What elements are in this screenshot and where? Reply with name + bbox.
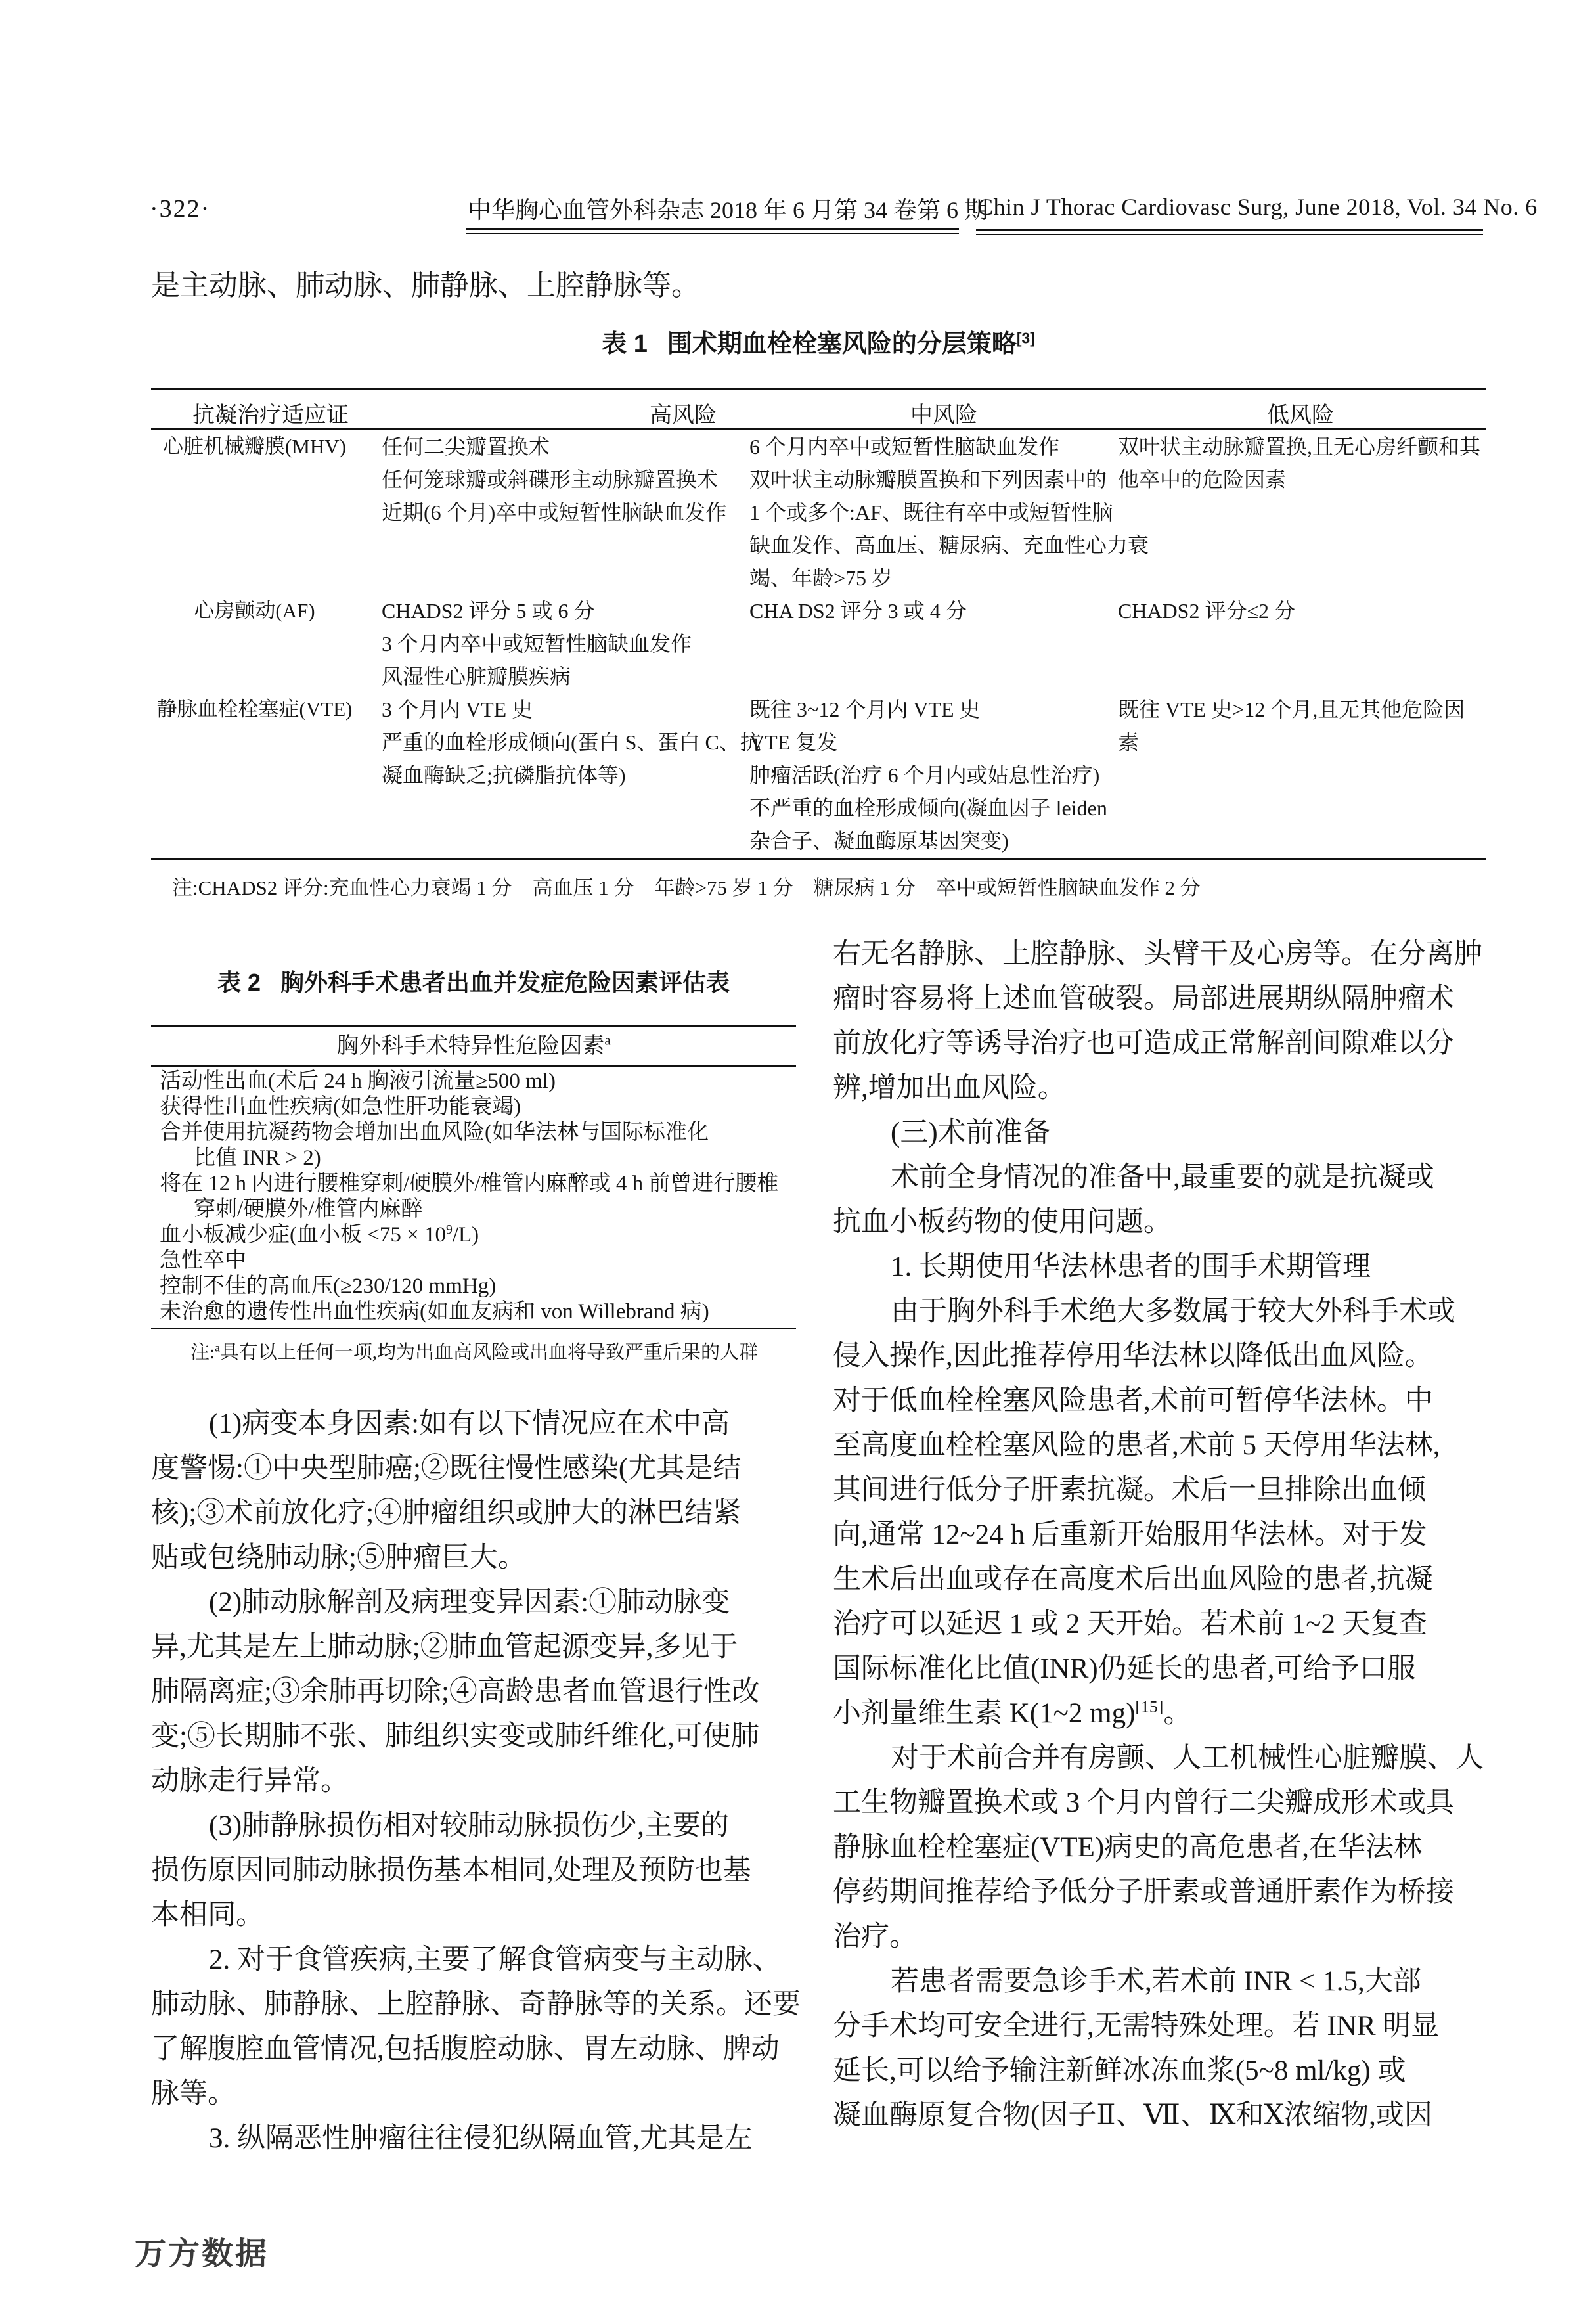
text-line: 瘤时容易将上述血管破裂。局部进展期纵隔肿瘤术: [833, 983, 1454, 1014]
text-line: 将在 12 h 内进行腰椎穿刺/硬膜外/椎管内麻醉或 4 h 前曾进行腰椎: [160, 1172, 779, 1195]
text-line: 对于低血栓栓塞风险患者,术前可暂停华法林。中: [833, 1385, 1433, 1416]
text-line: 度警惕:①中央型肺癌;②既往慢性感染(尤其是结: [151, 1453, 742, 1484]
text-line: CHA DS2 评分 3 或 4 分: [749, 599, 967, 623]
text-line: 他卒中的危险因素: [1118, 468, 1287, 491]
text-line: 1 个或多个:AF、既往有卒中或短暂性脑: [749, 501, 1113, 524]
text-line: 静脉血栓栓塞症(VTE)病史的高危患者,在华法林: [833, 1832, 1422, 1863]
table-cell-mid: [745, 693, 1110, 857]
text-line: 杂合子、凝血酶原基因突变): [749, 829, 1009, 853]
text-line: 双叶状主动脉瓣置换,且无心房纤颤和其: [1118, 435, 1481, 458]
text-line: 6 个月内卒中或短暂性脑缺血发作: [749, 435, 1060, 458]
text-line: 2. 对于食管疾病,主要了解食管病变与主动脉、: [209, 1944, 781, 1975]
text-line: 前放化疗等诱导治疗也可造成正常解剖间隙难以分: [833, 1028, 1454, 1059]
text-line: VTE 复发: [749, 730, 838, 754]
text-line: 贴或包绕肺动脉;⑤肿瘤巨大。: [151, 1542, 526, 1573]
text-line: 3. 纵隔恶性肿瘤往往侵犯纵隔血管,尤其是左: [209, 2123, 753, 2154]
text-line: 1. 长期使用华法林患者的围手术期管理: [891, 1251, 1371, 1282]
text-line: 肺动脉、肺静脉、上腔静脉、奇静脉等的关系。还要: [151, 1989, 801, 2020]
text-line: 右无名静脉、上腔静脉、头臂干及心房等。在分离肿: [833, 939, 1482, 970]
text-line: 分手术均可安全进行,无需特殊处理。若 INR 明显: [833, 2011, 1440, 2042]
text-line: (3)肺静脉损伤相对较肺动脉损伤少,主要的: [209, 1810, 729, 1841]
table-cell-low: [1110, 594, 1486, 693]
table1-title: [151, 323, 1486, 359]
table1-header-low: 低风险: [1267, 403, 1334, 428]
table-row: [151, 430, 1486, 594]
table1-body: [151, 430, 1486, 858]
table1-header-indication: 抗凝治疗适应证: [192, 403, 349, 428]
text-line: (三)术前准备: [891, 1117, 1051, 1148]
text-line: 向,通常 12~24 h 后重新开始服用华法林。对于发: [833, 1519, 1427, 1550]
text-line: 任何笼球瓣或斜碟形主动脉瓣置换术: [382, 468, 719, 491]
text-line: 国际标准化比值(INR)仍延长的患者,可给予口服: [833, 1653, 1416, 1684]
table2-note: 注:$^a$具有以上任何一项,均为出血高风险或出血将导致严重后果的人群: [190, 1341, 759, 1363]
text-line: 侵入操作,因此推荐停用华法林以降低出血风险。: [833, 1341, 1433, 1372]
text-line: 任何二尖瓣置换术: [382, 435, 550, 458]
right-text-column: [833, 932, 1493, 2138]
text-line: 穿刺/硬膜外/椎管内麻醉: [194, 1197, 423, 1221]
page-number: ·322·: [150, 195, 211, 223]
table1-title-citation: [3]: [1016, 329, 1035, 347]
text-line: 双叶状主动脉瓣膜置换和下列因素中的: [749, 468, 1107, 491]
journal-title-cn: 中华胸心血管外科杂志 2018 年 6 月第 34 卷第 6 期: [468, 197, 988, 223]
text-line: (1)病变本身因素:如有以下情况应在术中高: [209, 1408, 730, 1439]
text-line: CHADS2 评分 5 或 6 分: [382, 599, 595, 623]
row-indication-label: 心房颤动(AF): [194, 599, 315, 622]
text-line: 术前全身情况的准备中,最重要的就是抗凝或: [891, 1162, 1434, 1193]
text-line: 工生物瓣置换术或 3 个月内曾行二尖瓣成形术或具: [833, 1787, 1454, 1818]
text-line: 小剂量维生素 K(1~2 mg)[15]。: [833, 1697, 1192, 1729]
text-line: 控制不佳的高血压(≥230/120 mmHg): [160, 1274, 497, 1298]
table-cell-low: [1110, 693, 1486, 857]
text-line: 活动性出血(术后 24 h 胸液引流量≥500 ml): [160, 1069, 556, 1093]
table-cell-high: [358, 693, 761, 857]
text-line: 缺血发作、高血压、糖尿病、充血性心力衰: [749, 533, 1149, 557]
header-rule-en: [976, 229, 1483, 231]
text-line: 比值 INR > 2): [194, 1146, 321, 1170]
text-line: 生术后出血或存在高度术后出血风险的患者,抗凝: [833, 1564, 1433, 1595]
paragraph-continuation-line: 是主动脉、肺动脉、肺静脉、上腔静脉等。: [151, 269, 700, 301]
text-line: 了解腹腔血管情况,包括腹腔动脉、胃左动脉、脾动: [151, 2034, 780, 2065]
text-line: 核);③术前放化疗;④肿瘤组织或肿大的淋巴结紧: [151, 1498, 742, 1529]
table2: [151, 1025, 796, 1329]
text-line: 本相同。: [151, 1900, 264, 1931]
header-rule-cn-2: [466, 233, 959, 234]
text-line: 风湿性心脏瓣膜疾病: [382, 665, 571, 688]
text-line: 近期(6 个月)卒中或短暂性脑缺血发作: [382, 501, 727, 524]
table2-body: [151, 1067, 796, 1328]
table-cell-high: [358, 430, 745, 594]
text-line: 肺隔离症;③余肺再切除;④高龄患者血管退行性改: [151, 1676, 760, 1707]
text-line: 竭、年龄>75 岁: [749, 566, 893, 590]
table1-note: 注:CHADS2 评分:充血性心力衰竭 1 分 高血压 1 分 年龄>75 岁 1 分 糖尿病 1 分 卒中或短暂性脑缺血发作 2 分: [172, 876, 1201, 899]
left-text-column: [151, 1402, 808, 2161]
text-line: 不严重的血栓形成倾向(凝血因子 leiden: [749, 796, 1107, 820]
row-indication-label: 静脉血栓栓塞症(VTE): [156, 698, 353, 721]
table1-header-row: [151, 390, 1486, 430]
text-line: 治疗可以延迟 1 或 2 天开始。若术前 1~2 天复查: [833, 1609, 1427, 1640]
header-rule-cn: [466, 228, 959, 230]
table-cell-high: [358, 594, 745, 693]
text-line: 辨,增加出血风险。: [833, 1073, 1066, 1104]
text-line: 既往 3~12 个月内 VTE 史: [749, 698, 981, 721]
text-line: (2)肺动脉解剖及病理变异因素:①肺动脉变: [209, 1587, 730, 1618]
table2-title: [151, 964, 796, 998]
text-line: 动脉走行异常。: [151, 1766, 349, 1797]
text-line: 既往 VTE 史>12 个月,且无其他危险因: [1118, 698, 1465, 721]
text-line: 由于胸外科手术绝大多数属于较大外科手术或: [891, 1296, 1455, 1327]
text-line: 对于术前合并有房颤、人工机械性心脏瓣膜、人: [891, 1743, 1484, 1774]
text-line: 急性卒中: [160, 1249, 246, 1272]
text-line: 停药期间推荐给予低分子肝素或普通肝素作为桥接: [833, 1877, 1454, 1908]
text-line: 3 个月内卒中或短暂性脑缺血发作: [382, 632, 692, 656]
text-line: 变;⑤长期肺不张、肺组织实变或肺纤维化,可使肺: [151, 1721, 759, 1752]
journal-title-en: Chin J Thorac Cardiovasc Surg, June 2018, Vol. 34 No. 6: [977, 194, 1538, 220]
text-line: 严重的血栓形成倾向(蛋白 S、蛋白 C、抗: [382, 730, 761, 754]
text-line: 治疗。: [833, 1921, 918, 1952]
text-line: 若患者需要急诊手术,若术前 INR < 1.5,大部: [891, 1966, 1421, 1997]
table2-header: 胸外科手术特异性危险因素$^a$: [151, 1027, 796, 1067]
table1-label: 表 1: [602, 330, 648, 358]
text-line: 凝血酶原复合物(因子Ⅱ、Ⅶ、Ⅸ和Ⅹ浓缩物,或因: [833, 2100, 1432, 2131]
text-line: CHADS2 评分≤2 分: [1118, 599, 1296, 623]
table1: [151, 388, 1486, 860]
table-cell-low: [1110, 430, 1486, 594]
text-line: 抗血小板药物的使用问题。: [833, 1207, 1172, 1238]
text-line: 凝血酶缺乏;抗磷脂抗体等): [382, 763, 626, 787]
table-cell-mid: [745, 430, 1149, 594]
text-line: 未治愈的遗传性出血性疾病(如血友病和 von Willebrand 病): [160, 1300, 709, 1324]
table2-label: 表 2: [217, 969, 261, 996]
text-line: 其间进行低分子肝素抗凝。术后一旦排除出血倾: [833, 1475, 1426, 1506]
text-line: 素: [1118, 730, 1140, 754]
table2-title-text: 胸外科手术患者出血并发症危险因素评估表: [280, 969, 730, 996]
text-line: 损伤原因同肺动脉损伤基本相同,处理及预防也基: [151, 1855, 751, 1886]
text-line: 血小板减少症(血小板 $<75 \times 10^9/L$): [160, 1222, 479, 1247]
text-line: 至高度血栓栓塞风险的患者,术前 5 天停用华法林,: [833, 1430, 1440, 1461]
text-line: 3 个月内 VTE 史: [382, 698, 533, 721]
text-line: 获得性出血性疾病(如急性肝功能衰竭): [160, 1095, 521, 1119]
table1-title-text: 围术期血栓栓塞风险的分层策略: [667, 330, 1017, 358]
text-line: 脉等。: [151, 2078, 236, 2109]
table-row: [151, 693, 1486, 857]
text-line: 合并使用抗凝药物会增加出血风险(如华法林与国际标准化: [160, 1121, 709, 1144]
table1-header-medium: 中风险: [910, 403, 977, 428]
text-line: 异,尤其是左上肺动脉;②肺血管起源变异,多见于: [151, 1632, 738, 1663]
header-rule-en-2: [976, 234, 1483, 235]
row-indication-label: 心脏机械瓣膜(MHV): [163, 435, 346, 458]
wanfang-watermark: 万方数据: [135, 2237, 269, 2271]
table-cell-mid: [745, 594, 1110, 693]
text-line: 肿瘤活跃(治疗 6 个月内或姑息性治疗): [749, 763, 1100, 787]
table-row: [151, 594, 1486, 693]
text-line: 延长,可以给予输注新鲜冰冻血浆(5~8 ml/kg) 或: [833, 2055, 1406, 2086]
table1-header-high: 高风险: [650, 403, 717, 428]
